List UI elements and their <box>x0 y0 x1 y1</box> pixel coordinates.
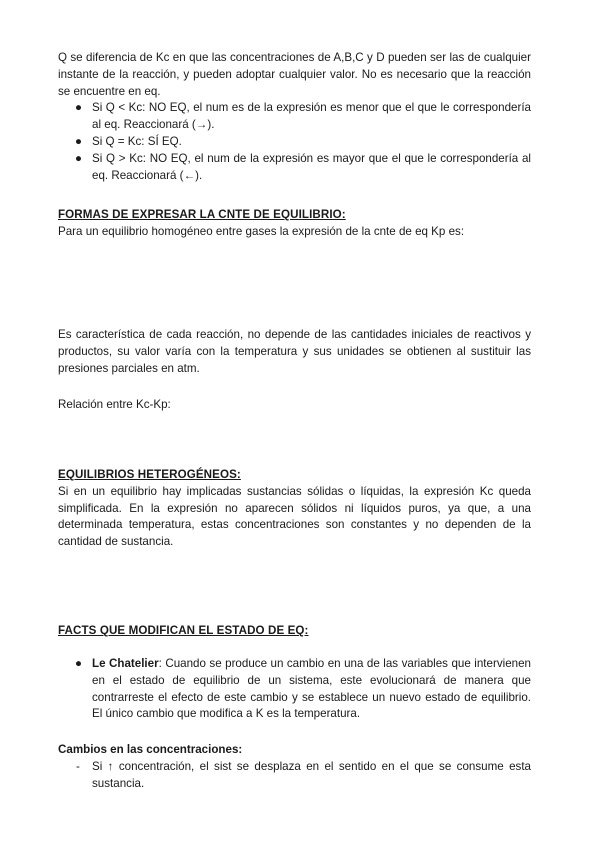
intro-paragraph: Q se diferencia de Kc en que las concentraciones de A,B,C y D pueden ser las de cualquier instante de la reacción, y pueden adoptar cualquier valor. No es necesario que la reacción se encuentre en eq. <box>58 51 531 98</box>
intro-section <box>58 50 531 184</box>
bullet-icon: ● <box>75 657 83 670</box>
heterogeneos-paragraph: Si en un equilibrio hay implicadas sustancias sólidas o líquidas, la expresión Kc queda simplificada. En la expresión no aparecen sólidos ni líquidos puros, ya que, a una determinada temperatura, estas concentraciones son constantes y no dependen de la cantidad de sustancia. <box>58 484 531 549</box>
le-chatelier-text: : Cuando se produce un cambio en una de las variables que intervienen en el estado de equilibrio de un sistema, este evolucionará de manera que contrarreste el efecto de este cambio y se establece un nuevo estado de equilibrio. El único cambio que modifica a K es la temperatura. <box>92 657 531 721</box>
facts-heading: FACTS QUE MODIFICAN EL ESTADO DE EQ: <box>58 624 309 637</box>
list-item-text: Si ↑ concentración, el sist se desplaza en el sentido en el que se consume esta sustancia. <box>92 759 531 790</box>
facts-section <box>58 623 531 640</box>
bullet-icon: ● <box>75 151 83 165</box>
q-comparison-list <box>58 100 531 184</box>
list-item <box>58 151 531 185</box>
heterogeneos-heading: EQUILIBRIOS HETEROGÉNEOS: <box>58 468 241 481</box>
list-item <box>58 759 531 793</box>
list-item <box>58 100 531 134</box>
list-item <box>58 656 531 723</box>
list-item-text: Si Q > Kc: NO EQ, el num de la expresión es mayor que el que le correspondería al eq. Reaccionará (←). <box>92 151 531 182</box>
list-item <box>58 134 531 151</box>
formas-paragraph: Para un equilibrio homogéneo entre gases la expresión de la cnte de eq Kp es: <box>58 224 465 238</box>
cambios-list <box>58 759 531 793</box>
le-chatelier-section <box>58 656 531 723</box>
heterogeneos-section <box>58 467 531 551</box>
kp-description-paragraph: Es característica de cada reacción, no depende de las cantidades iniciales de reactivos y productos, su valor varía con la temperatura y sus unidades se obtienen al sustituir las presiones parciales en atm. <box>58 328 531 375</box>
relacion-text: Relación entre Kc-Kp: <box>58 398 171 411</box>
le-chatelier-list <box>58 656 531 723</box>
list-item-text: Si Q < Kc: NO EQ, el num es de la expresión es menor que el que le correspondería al eq. Reaccionará (→). <box>92 101 531 132</box>
bullet-icon: ● <box>75 134 83 148</box>
formas-heading: FORMAS DE EXPRESAR LA CNTE DE EQUILIBRIO: <box>58 208 346 221</box>
cambios-heading: Cambios en las concentraciones: <box>58 743 243 756</box>
formas-section <box>58 207 531 241</box>
dash-bullet: - <box>76 759 80 773</box>
relacion-line <box>58 397 531 414</box>
cambios-section <box>58 742 531 792</box>
le-chatelier-label: Le Chatelier <box>92 657 159 670</box>
formas-description <box>58 327 531 377</box>
list-item-text: Si Q = Kc: SÍ EQ. <box>92 134 182 148</box>
bullet-icon: ● <box>75 101 83 115</box>
